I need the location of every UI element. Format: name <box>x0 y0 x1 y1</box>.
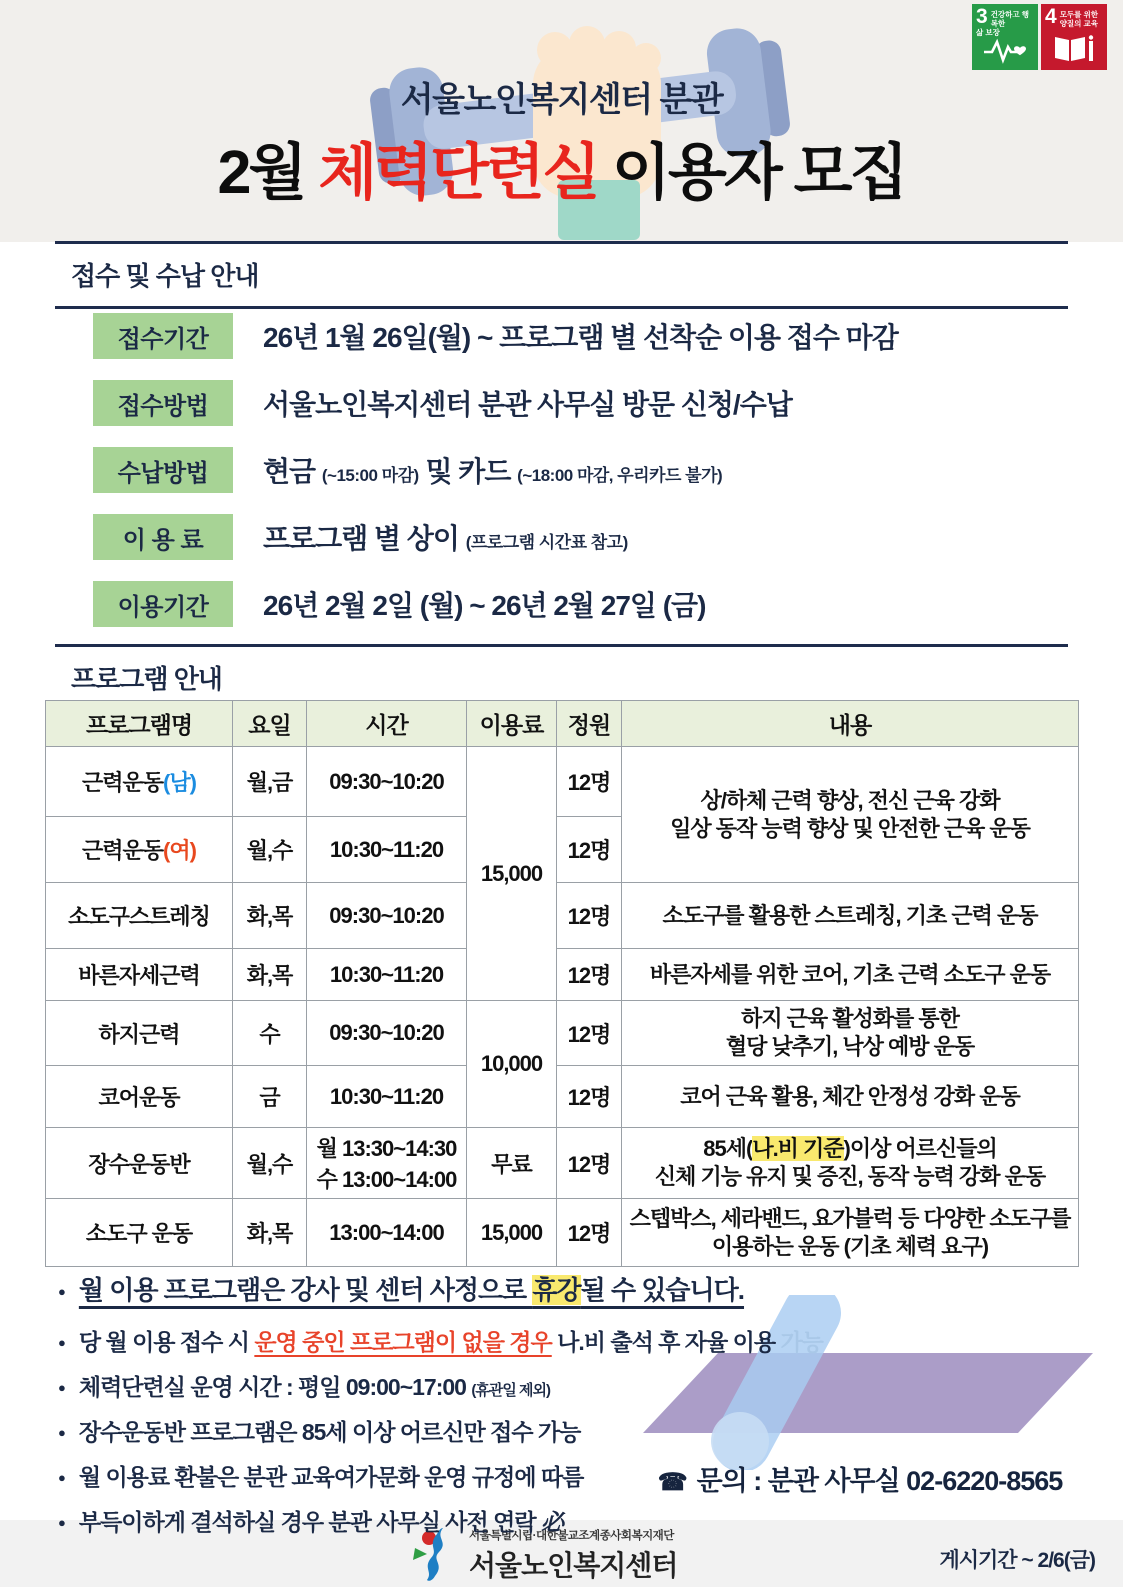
reception-info <box>93 313 1073 648</box>
col-header-fee: 이용료 <box>467 701 557 747</box>
info-row-usage-period <box>93 581 1073 627</box>
program-name: 코어운동 <box>46 1066 233 1128</box>
program-name: 소도구스트레칭 <box>46 883 233 949</box>
posting-period: 게시기간 ~ 2/6(금) <box>939 1549 1095 1572</box>
book-icon <box>1052 34 1096 64</box>
table-row <box>46 883 1079 949</box>
program-day: 화,목 <box>233 949 307 1001</box>
note-item: ● 부득이하게 결석하실 경우 분관 사무실 사전 연락 必 <box>58 1504 1073 1537</box>
info-value: 26년 1월 26일(월) ~ 프로그램 별 선착순 이용 접수 마감 <box>263 322 898 353</box>
program-content: 85세(나.비 기준)이상 어르신들의 신체 기능 유지 및 증진, 동작 능력 강화 운동 <box>622 1128 1079 1199</box>
program-day: 화,목 <box>233 883 307 949</box>
program-day: 월,금 <box>233 747 307 817</box>
sdg-badge-3: 3 건강하고 행복한 삶 보장 <box>972 4 1038 70</box>
title-highlight: 체력단련실 <box>318 138 598 206</box>
program-content: 소도구를 활용한 스트레칭, 기초 근력 운동 <box>622 883 1079 949</box>
phone-icon: ☎ <box>657 1469 687 1496</box>
note-item: ● 장수운동반 프로그램은 85세 이상 어르신만 접수 가능 <box>58 1414 1073 1447</box>
info-value: 현금 (~15:00 마감) 및 카드 (~18:00 마감, 우리카드 불가) <box>263 456 723 487</box>
section-program-title: 프로그램 안내 <box>71 664 222 694</box>
col-header-content: 내용 <box>622 701 1079 747</box>
col-header-capacity: 정원 <box>557 701 622 747</box>
program-fee-merged: 10,000 <box>467 1001 557 1128</box>
info-value: 서울노인복지센터 분관 사무실 방문 신청/수납 <box>263 389 792 420</box>
info-label: 접수기간 <box>93 313 233 359</box>
info-value: 프로그램 별 상이 (프로그램 시간표 참고) <box>263 523 628 554</box>
program-day: 월,수 <box>233 1128 307 1199</box>
logo-org-small: 서울특별시립·대한불교조계종사회복지재단 <box>469 1529 674 1542</box>
info-row-payment <box>93 447 1073 493</box>
program-name: 소도구 운동 <box>46 1199 233 1267</box>
col-header-day: 요일 <box>233 701 307 747</box>
program-capacity: 12명 <box>557 1128 622 1199</box>
program-time: 10:30~11:20 <box>307 949 467 1001</box>
program-capacity: 12명 <box>557 1199 622 1267</box>
program-time: 10:30~11:20 <box>307 817 467 883</box>
table-row <box>46 1066 1079 1128</box>
info-label: 이 용 료 <box>93 514 233 560</box>
program-day: 화,목 <box>233 1199 307 1267</box>
female-tag: (여) <box>163 838 196 863</box>
program-day: 금 <box>233 1066 307 1128</box>
program-fee: 무료 <box>467 1128 557 1199</box>
warning-text: 운영 중인 프로그램이 없을 경우 <box>254 1329 552 1355</box>
heartbeat-icon <box>982 38 1028 64</box>
program-time: 09:30~10:20 <box>307 747 467 817</box>
note-item: ● 월 이용료 환불은 분관 교육여가문화 운영 규정에 따름 <box>58 1459 1073 1492</box>
sdg-badges <box>972 4 1107 70</box>
table-row <box>46 1128 1079 1199</box>
highlighted-text: 나.비 기준 <box>752 1136 844 1161</box>
hero-subtitle: 서울노인복지센터 분관 <box>400 81 723 119</box>
program-capacity: 12명 <box>557 1001 622 1066</box>
page-title: 2월 체력단련실 이용자 모집 <box>217 138 906 206</box>
col-header-program: 프로그램명 <box>46 701 233 747</box>
program-name: 하지근력 <box>46 1001 233 1066</box>
table-row <box>46 1001 1079 1066</box>
note-item: ● 월 이용 프로그램은 강사 및 센터 사정으로 휴강될 수 있습니다. <box>58 1270 1073 1307</box>
program-capacity: 12명 <box>557 1066 622 1128</box>
program-fee-merged: 15,000 <box>467 747 557 1001</box>
hero-banner <box>0 0 1123 242</box>
program-time: 13:00~14:00 <box>307 1199 467 1267</box>
program-content: 하지 근육 활성화를 통한 혈당 낮추기, 낙상 예방 운동 <box>622 1001 1079 1066</box>
program-time: 09:30~10:20 <box>307 883 467 949</box>
male-tag: (남) <box>163 770 196 795</box>
program-day: 월,수 <box>233 817 307 883</box>
program-content: 스텝박스, 세라밴드, 요가블럭 등 다양한 소도구를 이용하는 운동 (기초 체력 요구) <box>622 1199 1079 1267</box>
program-content-merged: 상/하체 근력 향상, 전신 근육 강화 일상 동작 능력 향상 및 안전한 근육 운동 <box>622 747 1079 883</box>
sdg-badge-4: 4 모두를 위한 양질의 교육 <box>1041 4 1107 70</box>
notes-list <box>58 1270 1073 1549</box>
contact-line: ☎ 문의 : 분관 사무실 02-6220-8565 <box>657 1466 1063 1496</box>
program-capacity: 12명 <box>557 883 622 949</box>
program-capacity: 12명 <box>557 949 622 1001</box>
info-row-method <box>93 380 1073 426</box>
program-capacity: 12명 <box>557 747 622 817</box>
table-row <box>46 949 1079 1001</box>
info-value: 26년 2월 2일 (월) ~ 26년 2월 27일 (금) <box>263 590 706 621</box>
program-time: 09:30~10:20 <box>307 1001 467 1066</box>
info-row-fee <box>93 514 1073 560</box>
info-label: 수납방법 <box>93 447 233 493</box>
program-name: 근력운동(남) <box>46 747 233 817</box>
section-reception <box>55 241 1068 309</box>
note-item: ● 체력단련실 운영 시간 : 평일 09:00~17:00 (휴관일 제외) <box>58 1369 1073 1402</box>
info-label: 이용기간 <box>93 581 233 627</box>
program-content: 바른자세를 위한 코어, 기초 근력 소도구 운동 <box>622 949 1079 1001</box>
note-item: ● 당 월 이용 접수 시 운영 중인 프로그램이 없을 경우 나.비 출석 후 자율 이용 가능 <box>58 1324 1073 1357</box>
section-reception-title: 접수 및 수납 안내 <box>71 261 259 291</box>
program-day: 수 <box>233 1001 307 1066</box>
col-header-time: 시간 <box>307 701 467 747</box>
logo-org-large: 서울노인복지센터 <box>469 1549 678 1581</box>
info-row-period <box>93 313 1073 359</box>
program-time: 10:30~11:20 <box>307 1066 467 1128</box>
program-time: 월 13:30~14:30 수 13:00~14:00 <box>307 1128 467 1199</box>
table-row <box>46 747 1079 817</box>
highlighted-text: 휴강 <box>532 1275 581 1305</box>
table-header-row <box>46 701 1079 747</box>
program-name: 바른자세근력 <box>46 949 233 1001</box>
info-label: 접수방법 <box>93 380 233 426</box>
program-capacity: 12명 <box>557 817 622 883</box>
program-content: 코어 근육 활용, 체간 안정성 강화 운동 <box>622 1066 1079 1128</box>
table-row <box>46 1199 1079 1267</box>
program-table <box>45 700 1079 1267</box>
program-fee: 15,000 <box>467 1199 557 1267</box>
program-name: 근력운동(여) <box>46 817 233 883</box>
program-name: 장수운동반 <box>46 1128 233 1199</box>
